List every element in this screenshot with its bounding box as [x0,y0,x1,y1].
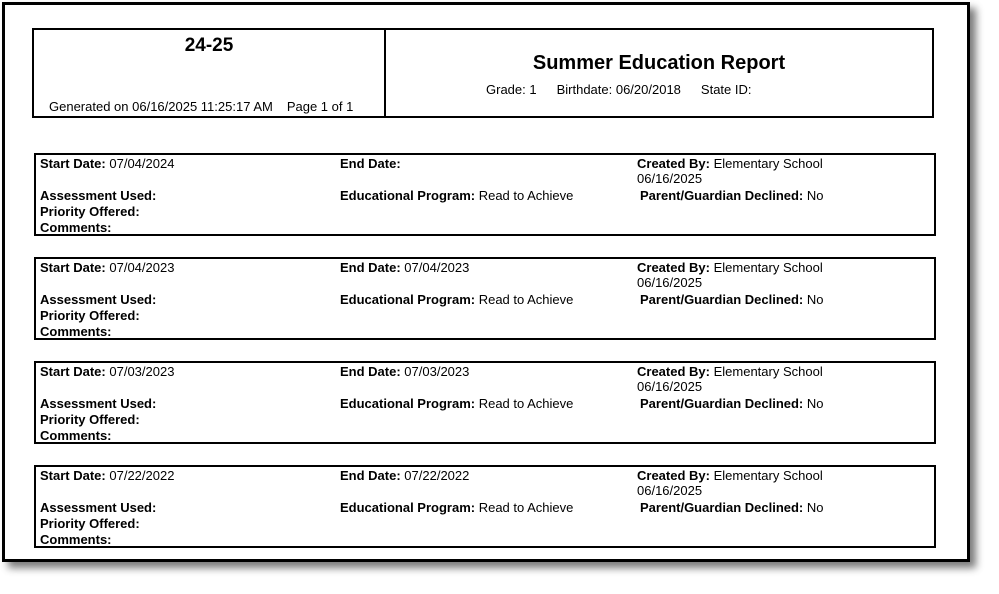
parent-declined: Parent/Guardian Declined: No [640,500,824,515]
comments: Comments: [40,428,112,443]
start-date: Start Date: 07/22/2022 [40,468,175,483]
birthdate: Birthdate: 06/20/2018 [556,82,681,97]
created-by: Created By: Elementary School 06/16/2025 [637,364,823,394]
report-title: Summer Education Report [532,52,786,74]
header-left-panel [34,30,386,116]
header-right-panel [386,30,932,116]
end-date: End Date: 07/03/2023 [340,364,470,379]
start-date: Start Date: 07/04/2024 [40,156,175,171]
created-by: Created By: Elementary School 06/16/2025 [637,156,823,186]
grade: Grade: 1 [486,82,537,97]
comments: Comments: [40,324,112,339]
parent-declined: Parent/Guardian Declined: No [640,396,824,411]
assessment-used: Assessment Used: [40,500,157,515]
created-by: Created By: Elementary School 06/16/2025 [637,468,823,498]
educational-program: Educational Program: Read to Achieve [340,396,574,411]
educational-program: Educational Program: Read to Achieve [340,188,574,203]
created-date: 06/16/2025 [637,171,703,186]
comments: Comments: [40,532,112,547]
comments: Comments: [40,220,112,235]
created-date: 06/16/2025 [637,379,703,394]
parent-declined: Parent/Guardian Declined: No [640,188,824,203]
generated-line [49,99,367,114]
priority-offered: Priority Offered: [40,308,140,323]
state-id: State ID: [700,82,752,97]
start-date: Start Date: 07/04/2023 [40,260,175,275]
parent-declined: Parent/Guardian Declined: No [640,292,824,307]
summer-record [34,465,936,548]
end-date: End Date: 07/22/2022 [340,468,470,483]
created-by: Created By: Elementary School 06/16/2025 [637,260,823,290]
end-date: End Date: 07/04/2023 [340,260,470,275]
start-date: Start Date: 07/03/2023 [40,364,175,379]
educational-program: Educational Program: Read to Achieve [340,292,574,307]
student-meta [486,82,772,97]
assessment-used: Assessment Used: [40,188,157,203]
summer-record [34,257,936,340]
priority-offered: Priority Offered: [40,412,140,427]
assessment-used: Assessment Used: [40,396,157,411]
generated-timestamp: Generated on 06/16/2025 11:25:17 AM [49,99,273,114]
summer-record [34,153,936,236]
educational-program: Educational Program: Read to Achieve [340,500,574,515]
school-year: 24-25 [184,35,234,56]
page-number: Page 1 of 1 [286,99,354,114]
assessment-used: Assessment Used: [40,292,157,307]
summer-record [34,361,936,444]
priority-offered: Priority Offered: [40,516,140,531]
priority-offered: Priority Offered: [40,204,140,219]
created-date: 06/16/2025 [637,275,703,290]
created-date: 06/16/2025 [637,483,703,498]
report-header [32,28,934,118]
end-date: End Date: [340,156,401,171]
